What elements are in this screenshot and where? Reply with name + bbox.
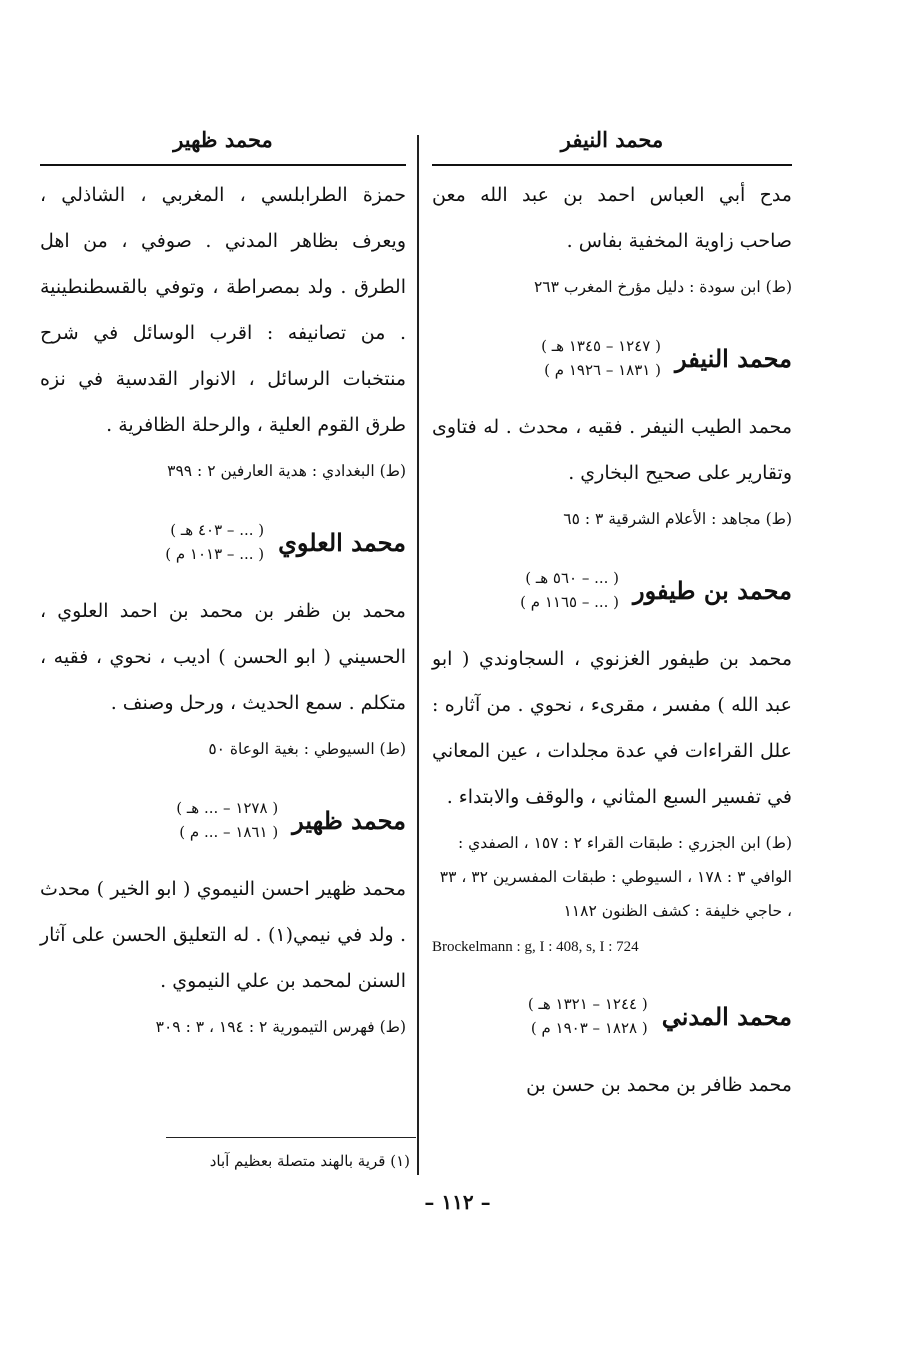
header-rule: [40, 164, 406, 166]
entry-text: محمد ظهير احسن النيموي ( ابو الخير ) محدث . ولد في نيمي(١) . له التعليق الحسن على آثار السنن لمحمد بن علي النيموي .: [40, 878, 406, 992]
entry-text: محمد بن طيفور الغزنوي ، السجاوندي ( ابو عبد الله ) مفسر ، مقرىء ، نحوي . من آثاره : علل القراءات في عدة مجلدات ، عين المعاني في تفسير السبع المثاني ، والوقف والابتداء .: [432, 648, 792, 808]
entry-dates: [528, 992, 648, 1040]
left-intro-reference: (ط) البغدادي : هدية العارفين ٢ : ٣٩٩: [167, 462, 406, 480]
left-column: [40, 120, 406, 1048]
entry-name: محمد النيفر: [674, 343, 792, 373]
right-intro-reference: (ط) ابن سودة : دليل مؤرخ المغرب ٢٦٣: [533, 278, 792, 296]
gregorian-dates: ( ... – ١١٦٥ م ): [520, 593, 620, 611]
entry-reference: (ط) السيوطي : بغية الوعاة ٥٠: [208, 740, 406, 758]
entry-heading: [40, 518, 406, 566]
hijri-dates: ( ١٢٤٤ – ١٣٢١ هـ ): [527, 995, 648, 1013]
header-rule: [432, 164, 792, 166]
entry-text: محمد الطيب النيفر . فقيه ، محدث . له فتاوى وتقارير على صحيح البخاري .: [432, 416, 792, 484]
entry-reference: (ط) ابن الجزري : طبقات القراء ٢ : ١٥٧ ، الصفدي : الوافي ٣ : ١٧٨ ، السيوطي : طبقات المفسرين ٣٢ ، ٣٣ ، حاجي خليفة : كشف الظنون ١١٨٢: [439, 834, 792, 920]
entry-dates: [165, 518, 264, 566]
left-intro-text: حمزة الطرابلسي ، المغربي ، الشاذلي ، ويعرف بظاهر المدني . صوفي ، من اهل الطرق . ولد بمصراطة ، وتوفي بالقسطنطينية . من تصانيفه : اقرب الوسائل في شرح منتخبات الرسائل ، الانوار القدسية في نزه طرق القوم العلية ، والرحلة الظافرية .: [40, 184, 406, 436]
footnote-rule: [166, 1137, 416, 1138]
hijri-dates: ( ١٢٤٧ – ١٣٤٥ هـ ): [541, 337, 661, 355]
entry-heading: [432, 566, 792, 614]
entry-name: محمد ظهير: [292, 805, 406, 835]
hijri-dates: ( ١٢٧٨ – ... هـ ): [176, 799, 279, 817]
gregorian-dates: ( ١٨٢٨ – ١٩٠٣ م ): [530, 1019, 648, 1037]
right-column: [432, 120, 792, 1108]
entry-heading: [432, 992, 792, 1040]
left-running-header: محمد ظهير: [173, 127, 273, 152]
column-divider: [417, 135, 419, 1175]
entry-dates: [520, 566, 619, 614]
hijri-dates: ( ... – ٤٠٣ هـ ): [170, 521, 265, 539]
entry-reference: (ط) فهرس التيمورية ٢ : ١٩٤ ، ٣ : ٣٠٩: [155, 1018, 406, 1036]
footnote: (١) قرية بالهند متصلة بعظيم آباد: [209, 1152, 410, 1170]
entry-text: محمد بن ظفر بن محمد بن احمد العلوي ، الحسيني ( ابو الحسن ) اديب ، نحوي ، فقيه ، متكلم . سمع الحديث ، ورحل وصنف .: [40, 600, 406, 714]
gregorian-dates: ( ١٨٦١ – ... م ): [179, 823, 279, 841]
entry-text: محمد ظافر بن محمد بن حسن بن: [526, 1074, 792, 1096]
latin-reference: Brockelmann : g, I : 408, s, I : 724: [432, 939, 639, 955]
right-intro-text: مدح أبي العباس احمد بن عبد الله معن صاحب زاوية المخفية بفاس .: [432, 184, 792, 252]
page-number: – ١١٢ –: [424, 1190, 491, 1214]
entry-heading: [40, 796, 406, 844]
entry-name: محمد بن طيفور: [633, 575, 792, 605]
entry-dates: [541, 334, 661, 382]
gregorian-dates: ( ... – ١٠١٣ م ): [165, 545, 265, 563]
entry-name: محمد العلوي: [278, 527, 406, 557]
entry-heading: [432, 334, 792, 382]
gregorian-dates: ( ١٨٣١ – ١٩٢٦ م ): [544, 361, 661, 379]
hijri-dates: ( ... – ٥٦٠ هـ ): [525, 569, 620, 587]
entry-dates: [176, 796, 278, 844]
entry-reference: (ط) مجاهد : الأعلام الشرقية ٣ : ٦٥: [563, 510, 792, 528]
right-running-header: محمد النيفر: [560, 127, 664, 152]
entry-name: محمد المدني: [661, 1001, 792, 1031]
